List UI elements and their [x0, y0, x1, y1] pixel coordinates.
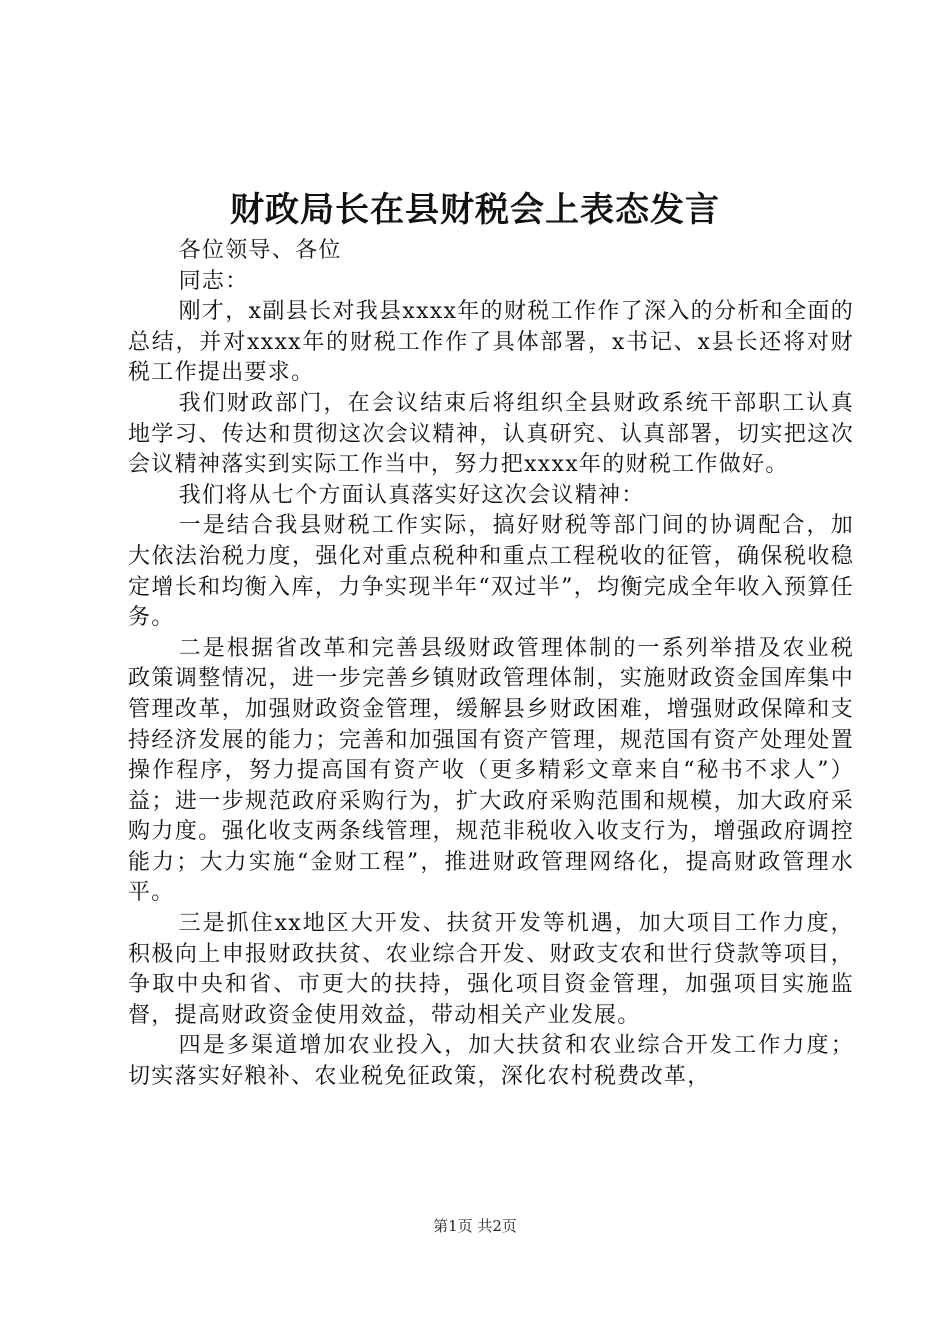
- salutation-line-1: 各位领导、各位: [178, 238, 342, 263]
- salutation-line-2: 同志：: [178, 268, 249, 294]
- paragraph-seven-aspects: 我们将从七个方面认真落实好这次会议精神：: [178, 482, 645, 508]
- document-title: 财政局长在县财税会上表态发言: [230, 190, 720, 230]
- document-body: [128, 236, 854, 1093]
- paragraph-point-one: 一是结合我县财税工作实际，搞好财税等部门间的协调配合，加大依法治税力度，强化对重点税种和重点工程税收的征管，确保税收稳定增长和均衡入库，力争实现半年“双过半”，均衡完成全年收入预算任务。: [128, 513, 854, 631]
- page-number-footer: 第1页 共2页: [433, 1217, 517, 1235]
- paragraph-point-four: 四是多渠道增加农业投入，加大扶贫和农业综合开发工作力度；切实落实好粮补、农业税免征政策，深化农村税费改革，: [128, 1033, 854, 1090]
- paragraph-opening: 刚才，x副县长对我县xxxx年的财税工作作了深入的分析和全面的总结，并对xxxx年的财税工作作了具体部署，x书记、x县长还将对财税工作提出要求。: [128, 299, 854, 386]
- paragraph-point-three: 三是抓住xx地区大开发、扶贫开发等机遇，加大项目工作力度，积极向上申报财政扶贫、农业综合开发、财政支农和世行贷款等项目，争取中央和省、市更大的扶持，强化项目资金管理，加强项目实施监督，提高财政资金使用效益，带动相关产业发展。: [128, 911, 854, 1028]
- paragraph-point-two: 二是根据省改革和完善县级财政管理体制的一系列举措及农业税政策调整情况，进一步完善乡镇财政管理体制，实施财政资金国库集中管理改革，加强财政资金管理，缓解县乡财政困难，增强财政保障和支持经济发展的能力；完善和加强国有资产管理，规范国有资产处理处置操作程序，努力提高国有资产收（更多精彩文章来自“秘书不求人”）益；进一步规范政府采购行为，扩大政府采购范围和规模，加大政府采购力度。强化收支两条线管理，规范非税收入收支行为，增强政府调控能力；大力实施“金财工程”，推进财政管理网络化，提高财政管理水平。: [128, 635, 854, 906]
- paragraph-commitment: 我们财政部门，在会议结束后将组织全县财政系统干部职工认真地学习、传达和贯彻这次会议精神，认真研究、认真部署，切实把这次会议精神落实到实际工作当中，努力把xxxx年的财税工作做好。: [128, 390, 854, 478]
